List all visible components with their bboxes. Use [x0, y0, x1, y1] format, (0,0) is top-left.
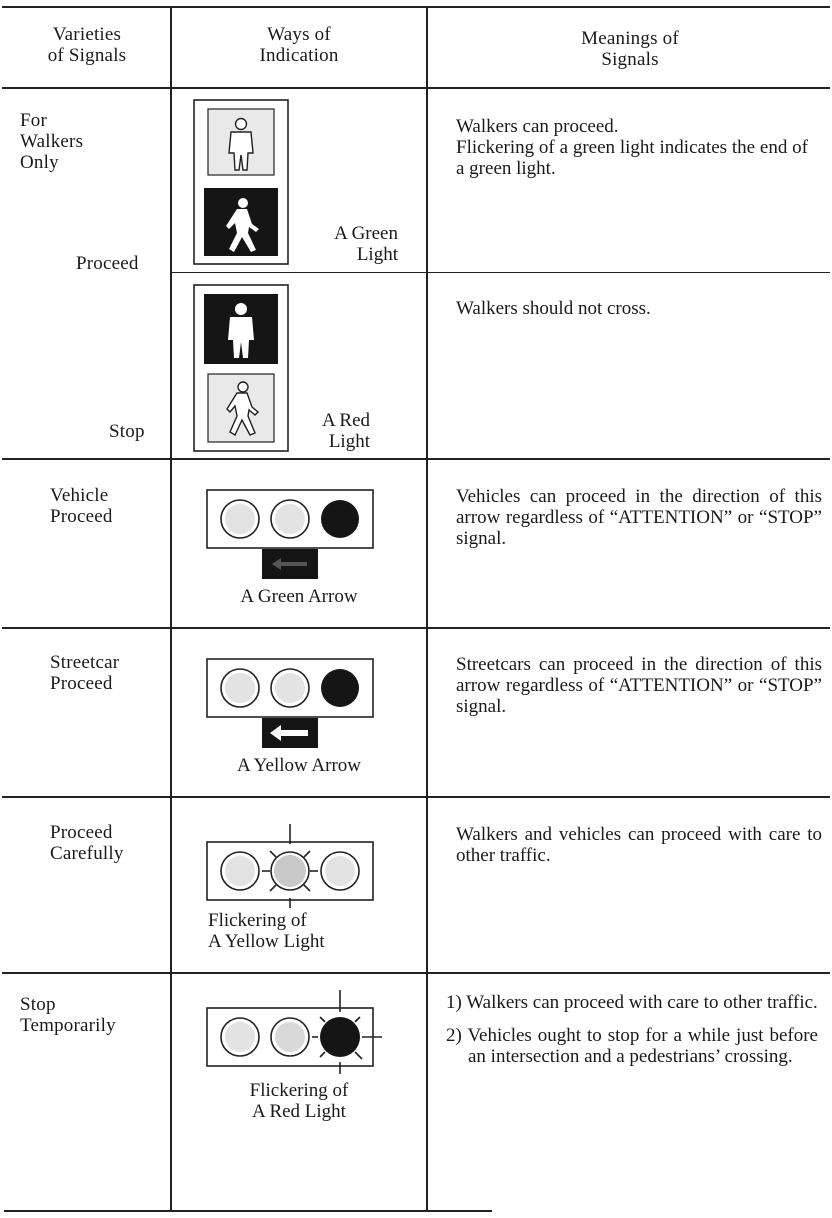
walkers-stop-label: Stop [109, 421, 145, 442]
vehicle-proceed-meaning: Vehicles can proceed in the direction of this arrow regardless of “ATTENTION” or “STOP” signal. [456, 486, 822, 549]
proceed-carefully-meaning: Walkers and vehicles can proceed with care to other traffic. [456, 824, 822, 866]
variety-stop-temporarily: Stop Temporarily [20, 994, 116, 1036]
row-rule-2 [2, 627, 830, 629]
flickering-yellow-caption: Flickering of A Yellow Light [208, 910, 325, 952]
walker-red-signal [193, 284, 289, 452]
flickering-red-signal [206, 990, 386, 1074]
variety-walkers-only: For Walkers Only [20, 110, 84, 173]
header-varieties: Varieties of Signals [47, 24, 127, 66]
walkers-green-caption: A Green Light [334, 223, 398, 265]
row-rule-1 [2, 458, 830, 460]
table-bottom-border [4, 1210, 492, 1212]
vehicle-arrow-caption: A Green Arrow [240, 586, 358, 607]
row-rule-3 [2, 796, 830, 798]
variety-proceed-carefully: Proceed Carefully [50, 822, 124, 864]
table-top-border [2, 6, 830, 8]
row-rule-4 [2, 972, 830, 974]
vehicle-green-arrow-signal [206, 489, 374, 581]
stop-temporarily-item-1: 1) Walkers can proceed with care to other traffic. [446, 992, 818, 1013]
walkers-proceed-label: Proceed [76, 253, 139, 274]
walkers-stop-meaning: Walkers should not cross. [456, 298, 651, 319]
header-rule [2, 87, 830, 89]
flickering-yellow-signal [206, 824, 374, 908]
walker-green-signal [193, 99, 289, 265]
column-divider-2 [426, 6, 428, 1212]
walkers-proceed-meaning: Walkers can proceed. Flickering of a green light indicates the end of a green light. [456, 116, 808, 179]
streetcar-yellow-arrow-signal [206, 658, 374, 750]
column-divider-1 [170, 6, 172, 1212]
header-ways: Ways of Indication [259, 24, 339, 66]
walkers-inner-rule [172, 272, 830, 273]
variety-vehicle-proceed: Vehicle Proceed [50, 485, 113, 527]
walkers-red-caption: A Red Light [321, 410, 370, 452]
streetcar-proceed-meaning: Streetcars can proceed in the direction of this arrow regardless of “ATTENTION” or “STOP” signal. [456, 654, 822, 717]
flickering-red-caption: Flickering of A Red Light [249, 1080, 349, 1122]
stop-temporarily-meaning [446, 992, 818, 1067]
header-meanings: Meanings of Signals [581, 28, 679, 70]
stop-temporarily-item-2: 2) Vehicles ought to stop for a while just before an intersection and a pedestrians’ crossing. [446, 1025, 818, 1067]
variety-streetcar-proceed: Streetcar Proceed [50, 652, 120, 694]
streetcar-arrow-caption: A Yellow Arrow [236, 755, 362, 776]
